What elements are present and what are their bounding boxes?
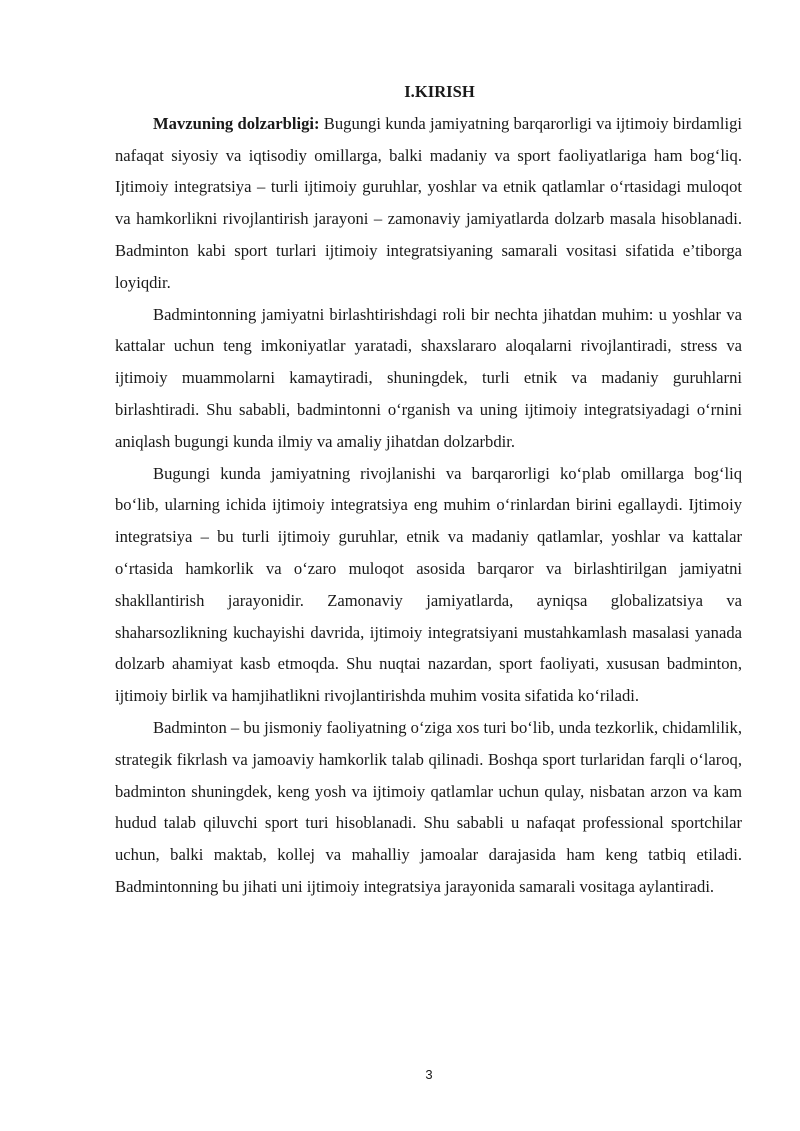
paragraph-text: Badmintonning jamiyatni birlashtirishdagi roli bir nechta jihatdan muhim: u yoshlar va kattalar uchun teng imkoniyatlar yaratadi, shaxslararo aloqalarni rivojlantiradi, stress va ijtimoiy muammolarni kamaytiradi, shuningdek, turli etnik va madaniy guruhlarni birlashtiradi. Shu sababli, badmintonni o‘rganish va uning ijtimoiy integratsiyadagi o‘rnini aniqlash bugungi kunda ilmiy va amaliy jihatdan dolzarbdir. [115, 304, 742, 451]
paragraph-integration [115, 458, 742, 712]
paragraph-role [115, 299, 742, 458]
paragraph-text: Badminton – bu jismoniy faoliyatning o‘ziga xos turi bo‘lib, unda tezkorlik, chidamlilik, strategik fikrlash va jamoaviy hamkorlik talab qilinadi. Boshqa sport turlaridan farqli o‘laroq, badminton shuningdek, keng yosh va ijtimoiy qatlamlar uchun qulay, nisbatan arzon va kam hudud talab qiluvchi sport turi hisoblanadi. Shu sababli u nafaqat professional sportchilar uchun, balki maktab, kollej va mahalliy jamoalar darajasida ham keng tatbiq etiladi. Badmintonning bu jihati uni ijtimoiy integratsiya jarayonida samarali vositaga aylantiradi. [115, 717, 742, 896]
page-number: 3 [425, 1067, 433, 1082]
page-body [115, 76, 742, 903]
paragraph-text: Bugungi kunda jamiyatning barqarorligi va ijtimoiy birdamligi nafaqat siyosiy va iqtisodiy omillarga, balki madaniy va sport faoliyatlariga ham bog‘liq. Ijtimoiy integratsiya – turli ijtimoiy guruhlar, yoshlar va etnik qatlamlar o‘rtasidagi muloqot va hamkorlikni rivojlantirish jarayoni – zamonaviy jamiyatlarda dolzarb masala hisoblanadi. Badminton kabi sport turlari ijtimoiy integratsiyaning samarali vositasi sifatida e’tiborga loyiqdir. [115, 113, 742, 292]
paragraph-lead: Mavzuning dolzarbligi: [153, 113, 320, 133]
paragraph-badminton [115, 712, 742, 903]
paragraph-relevance [115, 108, 742, 299]
section-heading: I.KIRISH [404, 82, 475, 101]
paragraph-text: Bugungi kunda jamiyatning rivojlanishi va barqarorligi ko‘plab omillarga bog‘liq bo‘lib, ularning ichida ijtimoiy integratsiya eng muhim o‘rinlardan birini egallaydi. Ijtimoiy integratsiya – bu turli ijtimoiy guruhlar, etnik va madaniy qatlamlar, yoshlar va kattalar o‘rtasida hamkorlik va o‘zaro muloqot asosida barqaror va birlashtirilgan jamiyatni shakllantirish jarayonidir. Zamonaviy jamiyatlarda, ayniqsa globalizatsiya va shaharsozlikning kuchayishi davrida, ijtimoiy integratsiyani mustahkamlash masalasi yanada dolzarb ahamiyat kasb etmoqda. Shu nuqtai nazardan, sport faoliyati, xususan badminton, ijtimoiy birlik va hamjihatlikni rivojlantirishda muhim vosita sifatida ko‘riladi. [115, 463, 742, 706]
